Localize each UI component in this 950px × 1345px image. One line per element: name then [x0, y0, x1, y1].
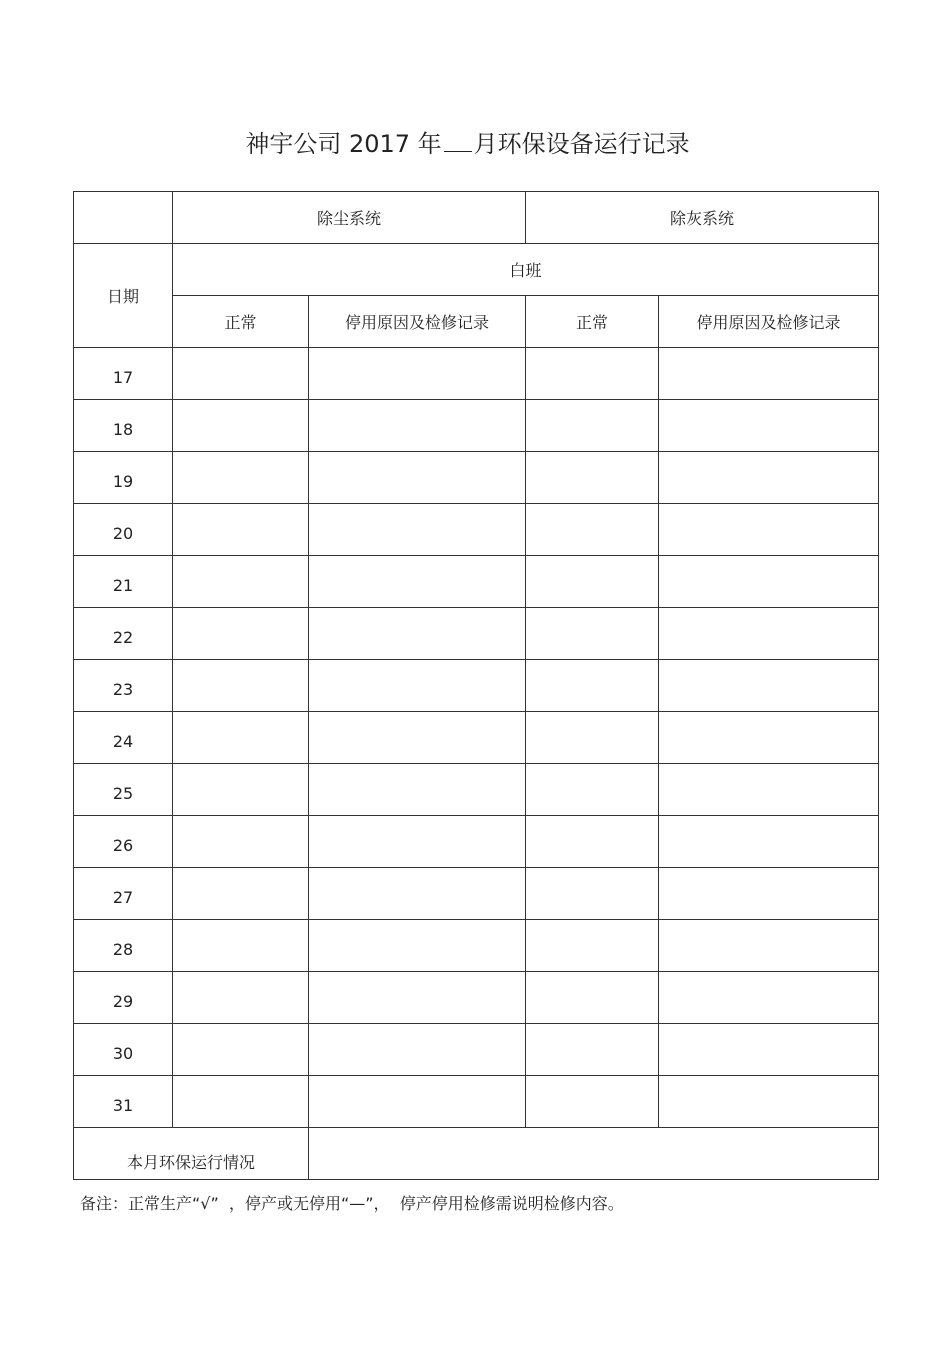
day-cell: 30	[74, 1024, 173, 1076]
dust-reason-cell[interactable]	[309, 920, 526, 972]
dust-normal-cell[interactable]	[173, 1076, 309, 1128]
day-cell: 22	[74, 608, 173, 660]
day-cell: 27	[74, 868, 173, 920]
header-ash-normal: 正常	[526, 296, 659, 348]
summary-content-cell[interactable]	[309, 1128, 879, 1180]
dust-reason-cell[interactable]	[309, 816, 526, 868]
ash-reason-cell[interactable]	[659, 556, 879, 608]
ash-reason-cell[interactable]	[659, 816, 879, 868]
ash-normal-cell[interactable]	[526, 400, 659, 452]
day-cell: 23	[74, 660, 173, 712]
header-date: 日期	[74, 244, 173, 348]
ash-normal-cell[interactable]	[526, 1076, 659, 1128]
table-row	[74, 868, 879, 920]
ash-normal-cell[interactable]	[526, 452, 659, 504]
table-row	[74, 660, 879, 712]
dust-reason-cell[interactable]	[309, 660, 526, 712]
ash-normal-cell[interactable]	[526, 660, 659, 712]
header-row-columns	[74, 296, 879, 348]
dust-normal-cell[interactable]	[173, 764, 309, 816]
ash-normal-cell[interactable]	[526, 972, 659, 1024]
dust-normal-cell[interactable]	[173, 504, 309, 556]
dust-reason-cell[interactable]	[309, 400, 526, 452]
dust-normal-cell[interactable]	[173, 556, 309, 608]
table-row	[74, 504, 879, 556]
day-cell: 21	[74, 556, 173, 608]
table-row	[74, 764, 879, 816]
header-dust-normal: 正常	[173, 296, 309, 348]
ash-normal-cell[interactable]	[526, 556, 659, 608]
dust-normal-cell[interactable]	[173, 816, 309, 868]
corner-cell	[74, 192, 173, 244]
ash-reason-cell[interactable]	[659, 920, 879, 972]
dust-normal-cell[interactable]	[173, 712, 309, 764]
ash-normal-cell[interactable]	[526, 816, 659, 868]
ash-reason-cell[interactable]	[659, 712, 879, 764]
table-row	[74, 920, 879, 972]
dust-normal-cell[interactable]	[173, 608, 309, 660]
dust-reason-cell[interactable]	[309, 556, 526, 608]
table-row	[74, 712, 879, 764]
ash-normal-cell[interactable]	[526, 764, 659, 816]
dust-normal-cell[interactable]	[173, 972, 309, 1024]
table-row	[74, 1076, 879, 1128]
table-row	[74, 556, 879, 608]
day-cell: 31	[74, 1076, 173, 1128]
ash-reason-cell[interactable]	[659, 1076, 879, 1128]
day-cell: 19	[74, 452, 173, 504]
ash-reason-cell[interactable]	[659, 452, 879, 504]
ash-reason-cell[interactable]	[659, 764, 879, 816]
dust-reason-cell[interactable]	[309, 1024, 526, 1076]
day-cell: 18	[74, 400, 173, 452]
day-cell: 24	[74, 712, 173, 764]
dust-normal-cell[interactable]	[173, 868, 309, 920]
dust-reason-cell[interactable]	[309, 452, 526, 504]
ash-reason-cell[interactable]	[659, 1024, 879, 1076]
dust-normal-cell[interactable]	[173, 660, 309, 712]
dust-normal-cell[interactable]	[173, 920, 309, 972]
table-row	[74, 1024, 879, 1076]
ash-reason-cell[interactable]	[659, 400, 879, 452]
dust-reason-cell[interactable]	[309, 1076, 526, 1128]
table-row	[74, 400, 879, 452]
table-row	[74, 972, 879, 1024]
footnote: 备注：正常生产“√” ，停产或无停用“—”， 停产停用检修需说明检修内容。	[80, 1194, 624, 1213]
ash-normal-cell[interactable]	[526, 348, 659, 400]
dust-reason-cell[interactable]	[309, 868, 526, 920]
ash-reason-cell[interactable]	[659, 348, 879, 400]
title-suffix: 月环保设备运行记录	[473, 130, 690, 158]
ash-reason-cell[interactable]	[659, 868, 879, 920]
header-row-systems	[74, 192, 879, 244]
month-blank	[444, 133, 472, 152]
ash-normal-cell[interactable]	[526, 608, 659, 660]
day-cell: 26	[74, 816, 173, 868]
ash-normal-cell[interactable]	[526, 1024, 659, 1076]
header-dust-system: 除尘系统	[173, 192, 526, 244]
dust-normal-cell[interactable]	[173, 1024, 309, 1076]
table-row	[74, 348, 879, 400]
ash-normal-cell[interactable]	[526, 868, 659, 920]
dust-normal-cell[interactable]	[173, 348, 309, 400]
ash-reason-cell[interactable]	[659, 504, 879, 556]
ash-normal-cell[interactable]	[526, 504, 659, 556]
day-cell: 29	[74, 972, 173, 1024]
dust-reason-cell[interactable]	[309, 712, 526, 764]
table-row	[74, 816, 879, 868]
table-row	[74, 452, 879, 504]
title-prefix: 神宇公司 2017 年	[245, 130, 442, 158]
dust-reason-cell[interactable]	[309, 348, 526, 400]
dust-normal-cell[interactable]	[173, 400, 309, 452]
day-cell: 28	[74, 920, 173, 972]
dust-reason-cell[interactable]	[309, 504, 526, 556]
record-table	[73, 191, 879, 1180]
header-ash-system: 除灰系统	[526, 192, 879, 244]
table-row	[74, 608, 879, 660]
ash-reason-cell[interactable]	[659, 660, 879, 712]
ash-normal-cell[interactable]	[526, 712, 659, 764]
dust-reason-cell[interactable]	[309, 764, 526, 816]
header-dust-reason: 停用原因及检修记录	[309, 296, 526, 348]
dust-reason-cell[interactable]	[309, 608, 526, 660]
summary-label: 本月环保运行情况	[74, 1128, 309, 1180]
header-ash-reason: 停用原因及检修记录	[659, 296, 879, 348]
dust-reason-cell[interactable]	[309, 972, 526, 1024]
day-cell: 17	[74, 348, 173, 400]
day-cell: 20	[74, 504, 173, 556]
header-row-shift	[74, 244, 879, 296]
header-shift: 白班	[173, 244, 879, 296]
ash-normal-cell[interactable]	[526, 920, 659, 972]
dust-normal-cell[interactable]	[173, 452, 309, 504]
day-cell: 25	[74, 764, 173, 816]
ash-reason-cell[interactable]	[659, 972, 879, 1024]
page-title	[0, 124, 935, 159]
summary-row	[74, 1128, 879, 1180]
ash-reason-cell[interactable]	[659, 608, 879, 660]
